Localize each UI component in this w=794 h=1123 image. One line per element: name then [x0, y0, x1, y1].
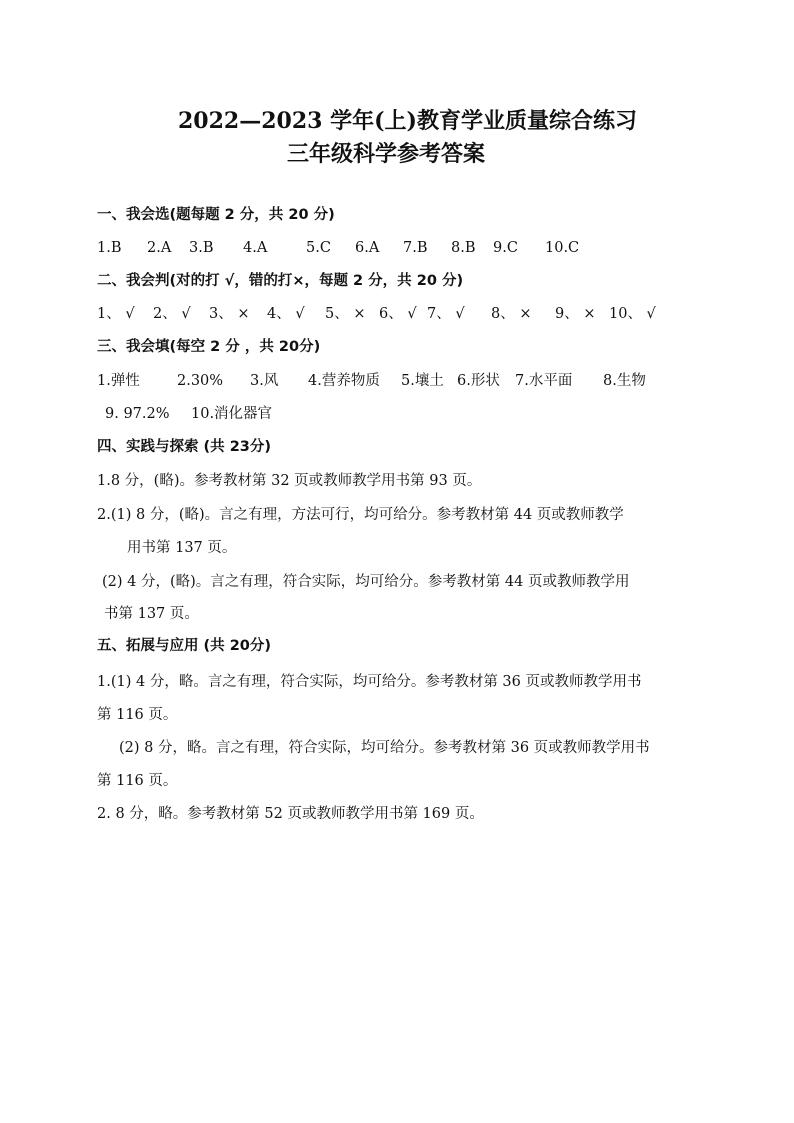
answer: 5.壤土: [401, 373, 444, 389]
section-4-item-1: 1.8 分，(略)。参考教材第 32 页或教师教学用书第 93 页。: [97, 473, 482, 489]
answer: 2.30%: [177, 373, 224, 389]
section-4-item-2b-line-1: (2) 4 分，(略)。言之有理，符合实际，均可给分。参考教材第 44 页或教师教学用: [102, 574, 630, 590]
title-line-2: 三年级科学参考答案: [287, 141, 486, 167]
answer: 9、 ×: [555, 306, 596, 322]
section-5-item-1b-line-2: 第 116 页。: [97, 773, 178, 789]
section-5-item-1a-line-2: 第 116 页。: [97, 707, 178, 723]
answer: 4、 √: [267, 306, 305, 322]
answer: 8.生物: [603, 373, 646, 389]
answer: 8、 ×: [491, 306, 532, 322]
answer: 10、 √: [609, 306, 656, 322]
answer: 3.风: [250, 373, 279, 389]
answer: 4.A: [243, 240, 268, 256]
answer: 2.A: [147, 240, 172, 256]
section-3-heading: 三、我会填(每空 2 分 ，共 20分): [97, 339, 321, 355]
section-1-answers: [97, 238, 697, 258]
answer: 3.B: [189, 240, 214, 256]
answer: 8.B: [451, 240, 476, 256]
answer: 6、 √: [379, 306, 417, 322]
section-2-answers: [97, 304, 697, 324]
answer: 4.营养物质: [308, 373, 380, 389]
section-3-answers-row-2: [97, 404, 697, 424]
section-4-heading: 四、实践与探索 (共 23分): [97, 439, 272, 455]
answer: 10.消化器官: [191, 406, 273, 422]
section-4-item-2a-line-1: 2.(1) 8 分，(略)。言之有理，方法可行，均可给分。参考教材第 44 页或教师教学: [97, 507, 624, 523]
answer: 3、 ×: [209, 306, 250, 322]
answer: 5.C: [306, 240, 331, 256]
answer: 5、 ×: [325, 306, 366, 322]
section-1-heading: 一、我会选(题每题 2 分，共 20 分): [97, 207, 335, 223]
section-5-heading: 五、拓展与应用 (共 20分): [97, 638, 272, 654]
section-5-item-1b-line-1: (2) 8 分，略。言之有理，符合实际，均可给分。参考教材第 36 页或教师教学用书: [119, 740, 650, 756]
section-4-item-2a-line-2: 用书第 137 页。: [127, 540, 237, 556]
answer: 6.A: [355, 240, 380, 256]
section-3-answers-row-1: [97, 371, 697, 391]
answer: 9. 97.2%: [105, 406, 170, 422]
answer: 6.形状: [457, 373, 500, 389]
title-line-1: 2022—2023 学年(上)教育学业质量综合练习: [178, 108, 637, 134]
section-4-item-2b-line-2: 书第 137 页。: [104, 606, 199, 622]
section-5-item-2: 2. 8 分，略。参考教材第 52 页或教师教学用书第 169 页。: [97, 806, 484, 822]
section-2-heading: 二、我会判(对的打 √，错的打×，每题 2 分，共 20 分): [97, 273, 464, 289]
answer: 7、 √: [427, 306, 465, 322]
answer: 1.弹性: [97, 373, 140, 389]
answer: 1.B: [97, 240, 122, 256]
answer: 1、 √: [97, 306, 135, 322]
answer: 10.C: [545, 240, 580, 256]
answer: 7.水平面: [515, 373, 573, 389]
answer: 7.B: [403, 240, 428, 256]
answer: 9.C: [493, 240, 518, 256]
answer: 2、 √: [153, 306, 191, 322]
section-5-item-1a-line-1: 1.(1) 4 分，略。言之有理，符合实际，均可给分。参考教材第 36 页或教师教学用书: [97, 674, 642, 690]
